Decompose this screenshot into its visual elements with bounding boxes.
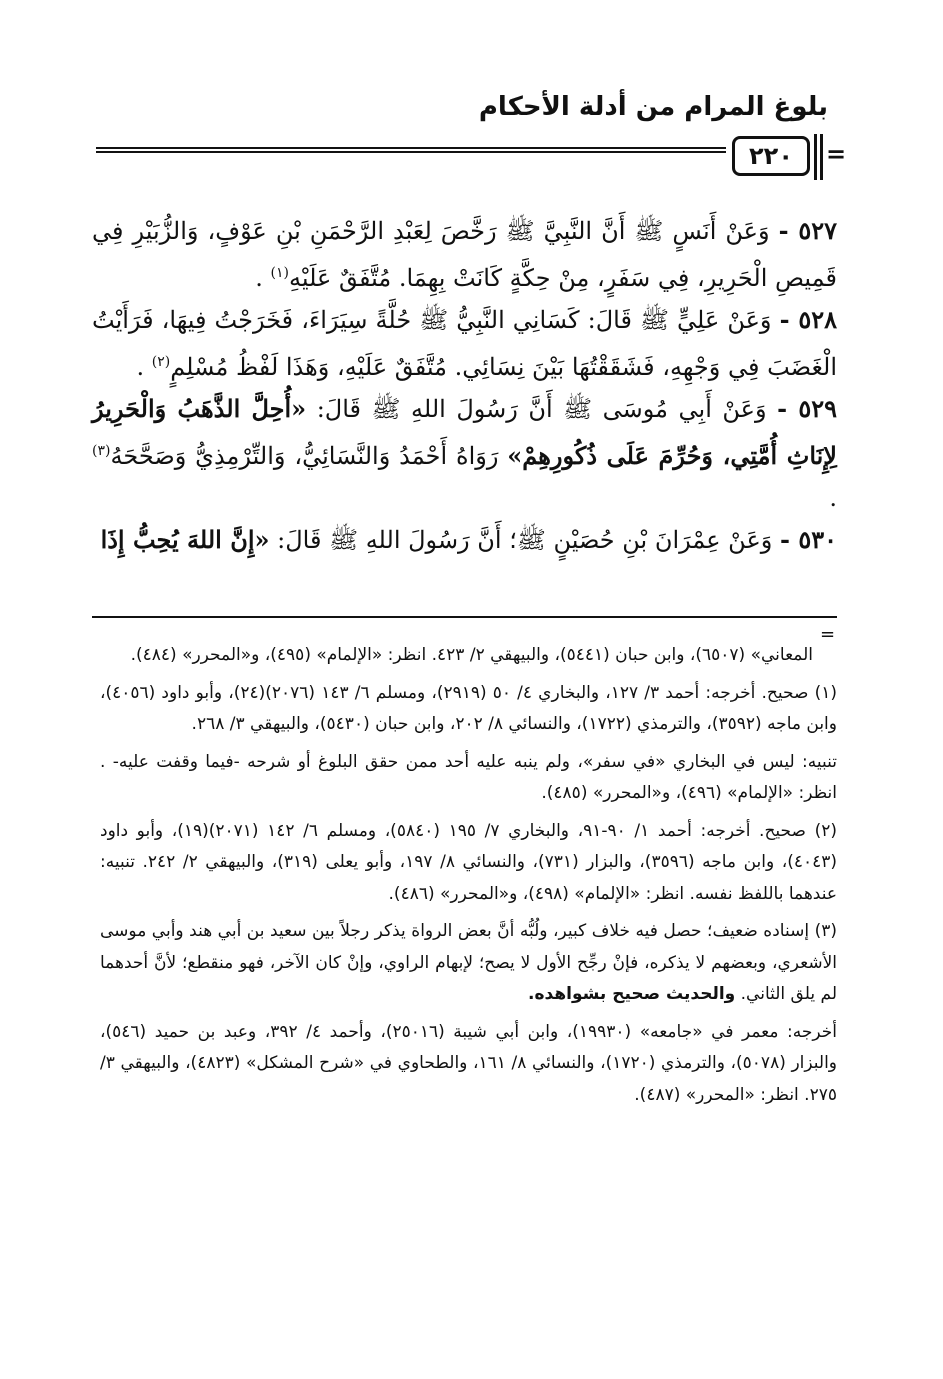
footnote-number: (٣) xyxy=(814,921,838,941)
footnote-3 xyxy=(100,916,837,1011)
hadith-text: وَعَنْ عِمْرَانَ بْنِ حُصَيْنٍ ﷺ؛ أَنَّ رَسُولَ اللهِ ﷺ قَالَ: xyxy=(269,526,773,554)
hadith-text: وَعَنْ عَلِيٍّ ﷺ قَالَ: كَسَانِي النَّبِيُّ ﷺ حُلَّةً سِيَرَاءَ، فَخَرَجْتُ فِيهَا، فَرَأَيْتُ الْغَضَبَ فِي وَجْهِهِ، فَشَقَقْتُهَا بَيْنَ نِسَائِي. مُتَّفَقٌ عَلَيْهِ، وَهَذَا لَفْظُ مُسْلِمٍ xyxy=(92,306,837,381)
page-number-box xyxy=(732,136,810,176)
footnotes xyxy=(100,640,837,1117)
hadith-number: ٥٣٠ - xyxy=(780,525,837,554)
footnote-number: (١) xyxy=(814,682,837,703)
footnote-verdict: والحديث صحيح بشواهده. xyxy=(528,984,736,1004)
footnote-ref[interactable]: (٢) xyxy=(151,354,171,370)
hadith-529 xyxy=(92,388,837,519)
hadith-text: وَعَنْ أَنَسٍ ﷺ أَنَّ النَّبِيَّ ﷺ رَخَّصَ لِعَبْدِ الرَّحْمَنِ بْنِ عَوْفٍ، وَالزُّبَيْرِ فِي قَمِيصِ الْحَرِيرِ، فِي سَفَرٍ، مِنْ حِكَّةٍ كَانَتْ بِهِمَا. مُتَّفَقٌ عَلَيْهِ xyxy=(92,217,837,292)
header-eq-mark: = xyxy=(826,140,847,168)
footnote-text: صحيح. أخرجه: أحمد ٣/ ١٢٧، والبخاري ٤/ ٥٠ (٢٩١٩)، ومسلم ٦/ ١٤٣ (٢٠٧٦)(٢٤)، وأبو داود (٤٠٥٦)، وابن ماجه (٣٥٩٢)، والترمذي (١٧٢٢)، والنسائي ٨/ ٢٠٢، وابن حبان (٥٤٣٠)، والبيهقي ٣/ ٢٦٨. xyxy=(100,682,837,734)
hadith-number: ٥٢٨ - xyxy=(779,305,837,334)
hadith-text: رَوَاهُ أَحْمَدُ وَالنَّسَائِيُّ، وَالتِّرْمِذِيُّ وَصَحَّحَهُ xyxy=(110,442,508,470)
footnote-text: إسناده ضعيف؛ حصل فيه خلاف كبير، ولُبُّه أنَّ بعض الرواة يذكر رجلاً بين سعيد بن أبي هند وأبي موسى الأشعري، وبعضهم لا يذكره، فإنْ رجِّح الأول لا يصح؛ لإبهام الراوي، وإنْ كان الآخر، فهو منقطع؛ لأنَّ أحدهما لم يلق الثاني. xyxy=(100,921,837,1004)
hadith-end: . xyxy=(829,484,837,512)
footnote-number: (٢) xyxy=(814,820,837,841)
page-number: ٢٢٠ xyxy=(749,142,793,170)
footnote-ref[interactable]: (١) xyxy=(270,265,289,281)
hadith-530 xyxy=(92,519,837,561)
footnote-text: أخرجه: معمر في «جامعه» (١٩٩٣٠)، وابن أبي شيبة (٢٥٠١٦)، وأحمد ٤/ ٣٩٢، وعبد بن حميد (٥٤٦)، والبزار (٥٠٧٨)، والترمذي (١٧٢٠)، والنسائي ٨/ ١٦١، والطحاوي في «شرح المشكل» (٤٨٢٣)، والبيهقي ٣/ ٢٧٥. انظر: «المحرر» (٤٨٧). xyxy=(100,1021,837,1105)
header-rule xyxy=(96,147,726,153)
footnote-continuation xyxy=(100,640,837,672)
footnote-note: تنبيه: ليس في البخاري «في سفر»، ولم ينبه عليه أحد ممن حقق البلوغ أو شرحه -فيما وقفت عليه- . انظر: «الإلمام» (٤٩٦)، و«المحرر» (٤٨٥). xyxy=(100,751,837,803)
prophet-quote: «أُحِلَّ الذَّهَبُ وَالْحَرِيرُ لِإِنَاثِ أُمَّتِي، وَحُرِّمَ عَلَى ذُكُورِهِمْ» xyxy=(92,394,837,470)
prophet-quote: «إِنَّ اللهَ يُحِبُّ إِذَا xyxy=(100,525,270,554)
hadith-number: ٥٢٧ - xyxy=(778,216,837,245)
footnote-ref[interactable]: (٣) xyxy=(92,443,111,459)
footnote-text: المعاني» (٦٥٠٧)، وابن حبان (٥٤٤١)، والبيهقي ٢/ ٤٢٣. انظر: «الإلمام» (٤٩٥)، و«المحرر» (٤٨٤). xyxy=(130,645,813,665)
hadith-end: . xyxy=(255,264,271,292)
header-bar xyxy=(814,134,817,180)
footnote-eq-mark: = xyxy=(820,624,836,645)
hadith-528 xyxy=(92,299,837,388)
main-text xyxy=(92,210,837,561)
hadith-number: ٥٢٩ - xyxy=(777,394,837,423)
footnote-1 xyxy=(100,678,837,741)
footnote-1-note xyxy=(100,747,837,810)
header-bar xyxy=(820,134,823,180)
footnote-separator xyxy=(92,616,837,618)
hadith-text: وَعَنْ أَبِي مُوسَى ﷺ أَنَّ رَسُولَ اللهِ ﷺ قَالَ: xyxy=(306,395,767,423)
footnote-text: صحيح. أخرجه: أحمد ١/ ٩٠-٩١، والبخاري ٧/ ١٩٥ (٥٨٤٠)، ومسلم ٦/ ١٤٢ (٢٠٧١)(١٩)، وأبو داود (٤٠٤٣)، وابن ماجه (٣٥٩٦)، والبزار (٧٣١)، والنسائي ٨/ ١٩٧، وأبو يعلى (٣١٩)، والبيهقي ٢/ ٢٤٢. تنبيه: عندهما باللفظ نفسه. انظر: «الإلمام» (٤٩٨)، و«المحرر» (٤٨٦). xyxy=(100,820,837,904)
hadith-end: . xyxy=(136,353,152,381)
book-title: بلوغ المرام من أدلة الأحكام xyxy=(478,92,828,122)
footnote-2 xyxy=(100,816,837,911)
footnote-3-extra xyxy=(100,1017,837,1112)
hadith-527 xyxy=(92,210,837,299)
